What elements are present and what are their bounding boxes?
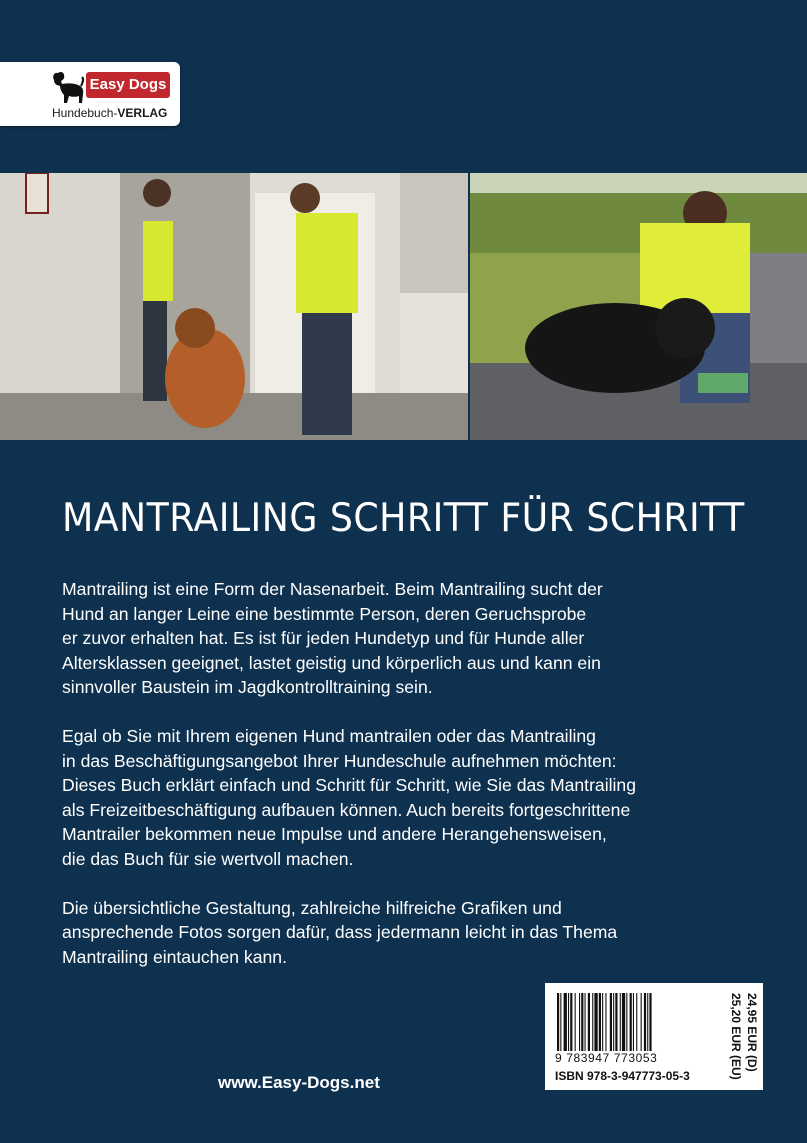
- barcode-bars: [553, 993, 703, 1051]
- barcode-bar: [649, 993, 651, 1051]
- barcode-bar: [557, 993, 559, 1051]
- barcode-bar: [564, 993, 567, 1051]
- blurb-line: Dieses Buch erklärt einfach und Schritt für Schritt, wie Sie das Mantrailing: [62, 775, 637, 795]
- barcode-bar: [626, 993, 627, 1051]
- photo-strip: [0, 173, 807, 440]
- blurb-line: Egal ob Sie mit Ihrem eigenen Hund mantrailen oder das Mantrailing: [62, 726, 596, 746]
- barcode-bar: [641, 993, 642, 1051]
- publisher-logo: [0, 62, 180, 126]
- barcode-bar: [588, 993, 590, 1051]
- isbn: ISBN 978-3-947773-05-3: [555, 1069, 690, 1083]
- blurb-paragraph-1: [62, 577, 702, 700]
- publisher-subtitle-bold: VERLAG: [117, 106, 168, 120]
- dog-silhouette-icon: [48, 70, 86, 106]
- barcode-bar: [579, 993, 580, 1051]
- blurb-line: Altersklassen geeignet, lastet geistig und körperlich aus und kann ein: [62, 652, 601, 673]
- barcode-bar: [622, 993, 625, 1051]
- barcode-bar: [581, 993, 583, 1051]
- photo-left: [0, 173, 468, 440]
- price-eu: 25,20 EUR (EU): [729, 993, 743, 1080]
- publisher-subtitle: [52, 106, 176, 120]
- website-url: www.Easy-Dogs.net: [218, 1073, 380, 1092]
- barcode-bar: [592, 993, 593, 1051]
- barcode-bar: [613, 993, 614, 1051]
- blurb-line: in das Beschäftigungsangebot Ihrer Hundeschule aufnehmen möchten:: [62, 750, 617, 771]
- barcode-bar: [644, 993, 646, 1051]
- blurb-line: er zuvor erhalten hat. Es ist für jeden Hundetyp und für Hunde aller: [62, 628, 585, 648]
- barcode-bar: [599, 993, 601, 1051]
- photo-kneeling-woman-image: [470, 173, 807, 440]
- blurb-line: sinnvoller Baustein im Jagdkontrolltraining sein.: [62, 677, 433, 697]
- barcode-bar: [605, 993, 606, 1051]
- blurb-paragraph-2: [62, 724, 702, 871]
- blurb-line: die das Buch für sie wertvoll machen.: [62, 848, 354, 869]
- blurb-paragraph-3: [62, 896, 702, 970]
- barcode-bar: [570, 993, 572, 1051]
- barcode-bar: [585, 993, 586, 1051]
- barcode-bar: [636, 993, 637, 1051]
- price-germany: 24,95 EUR (D): [745, 993, 759, 1072]
- barcode-bar: [610, 993, 612, 1051]
- barcode-bar: [594, 993, 597, 1051]
- barcode-bar: [630, 993, 632, 1051]
- barcode-digits: 9 783947 773053: [555, 1051, 658, 1065]
- photo-women-at-doors-image: [0, 173, 468, 440]
- barcode-bar: [602, 993, 603, 1051]
- blurb-line: Mantrailing eintauchen kann.: [62, 946, 287, 967]
- blurb-line: Hund an langer Leine eine bestimmte Person, deren Geruchsprobe: [62, 603, 587, 624]
- blurb-line: Die übersichtliche Gestaltung, zahlreiche hilfreiche Grafiken und: [62, 897, 562, 918]
- barcode-bar: [560, 993, 561, 1051]
- barcode-bar: [575, 993, 576, 1051]
- photo-right: [470, 173, 807, 440]
- barcode-bar: [615, 993, 617, 1051]
- barcode-bar: [620, 993, 621, 1051]
- blurb-line: als Freizeitbeschäftigung aufbauen können. Auch bereits fortgeschrittene: [62, 799, 631, 820]
- blurb-line: Mantrailer bekommen neue Impulse und andere Herangehensweisen,: [62, 824, 607, 844]
- blurb: [62, 577, 702, 994]
- barcode-bar: [568, 993, 569, 1051]
- blurb-line: Mantrailing ist eine Form der Nasenarbeit. Beim Mantrailing sucht der: [62, 579, 603, 599]
- publisher-subtitle-prefix: Hundebuch-: [52, 106, 118, 120]
- barcode-bar: [633, 993, 634, 1051]
- barcode-box: [545, 983, 763, 1090]
- brand-badge: Easy Dogs: [86, 72, 170, 98]
- book-title: MANTRAILING SCHRITT FÜR SCHRITT: [62, 496, 745, 541]
- barcode-bar: [647, 993, 648, 1051]
- blurb-line: ansprechende Fotos sorgen dafür, dass jedermann leicht in das Thema: [62, 922, 618, 942]
